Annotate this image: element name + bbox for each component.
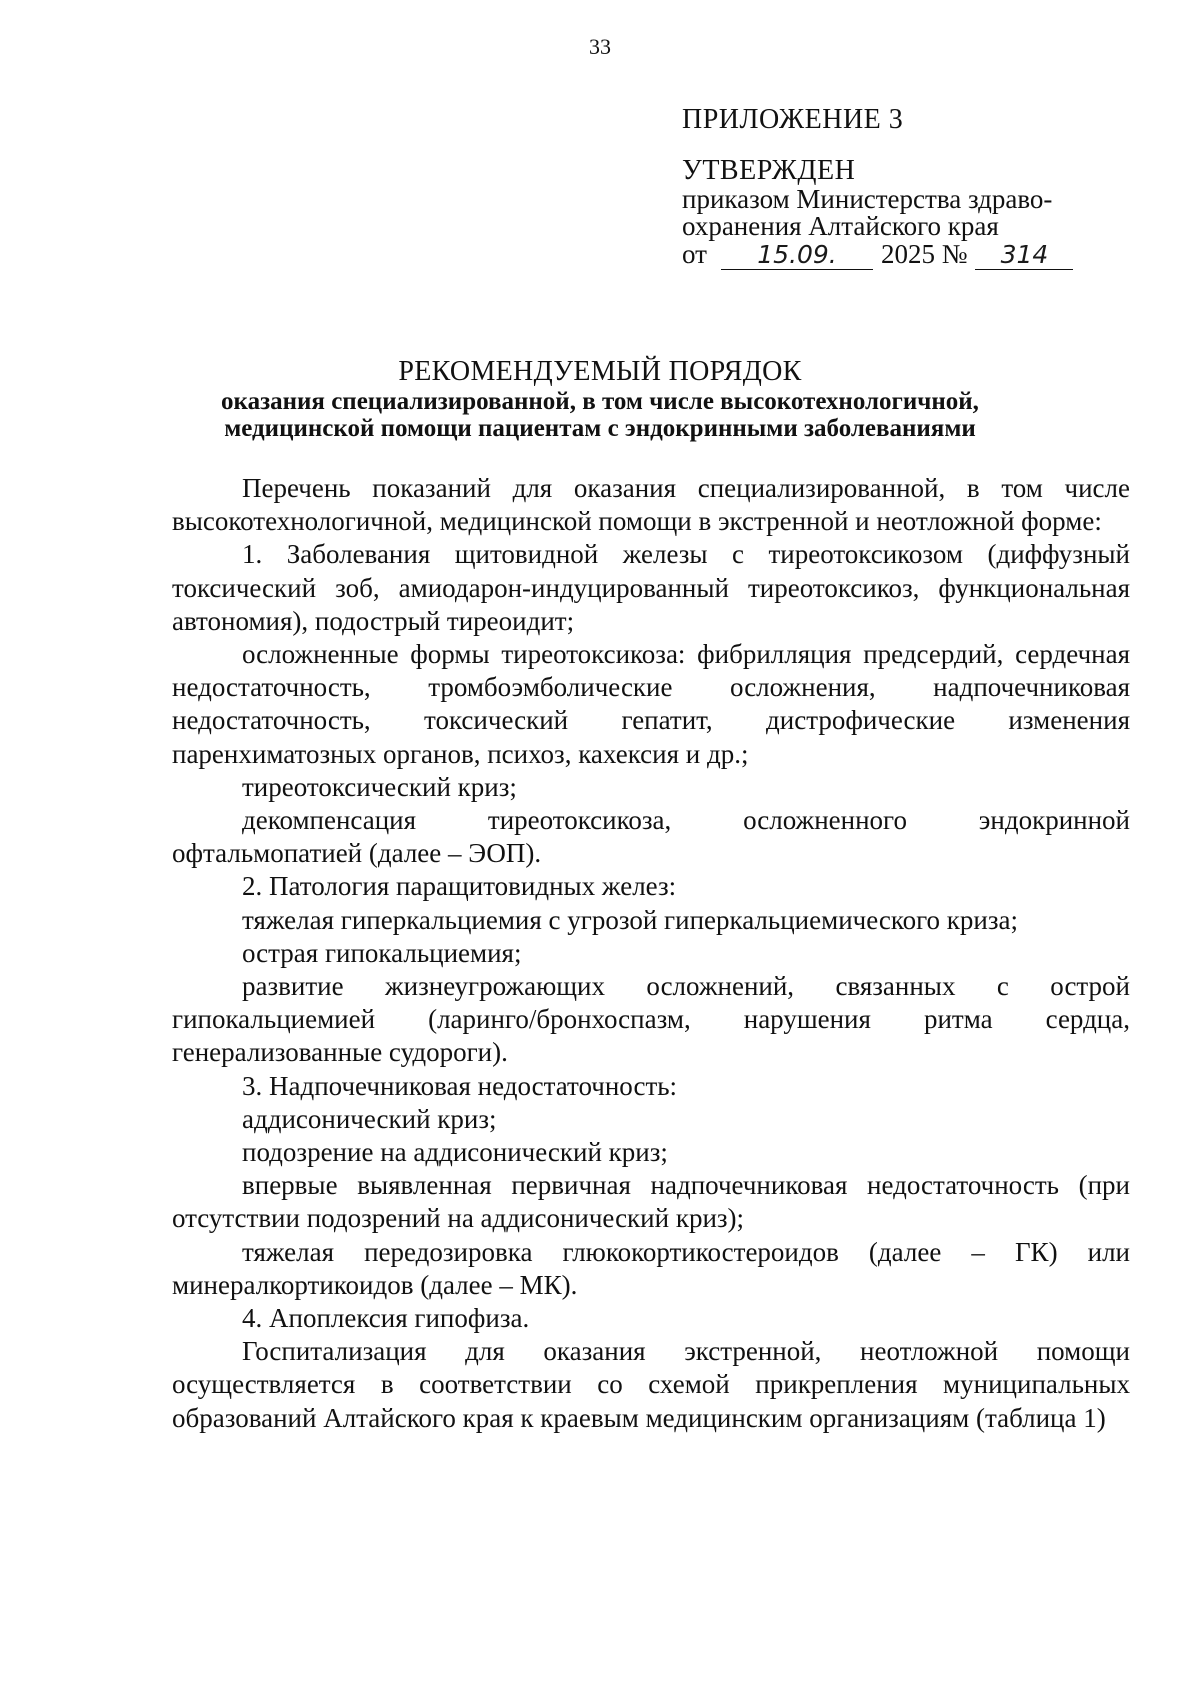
page-number: 33 <box>589 34 611 59</box>
paragraph: Госпитализация для оказания экстренной, неотложной помощи осуществляется в соответствии со схемой прикрепления муниципальных образований Алтайского края к краевым медицинским организациям (таблица 1) <box>172 1336 1130 1433</box>
paragraph: 4. Апоплексия гипофиза. <box>242 1303 530 1334</box>
handwritten-date: 15.09. <box>721 243 873 270</box>
paragraph: острая гипокальциемия; <box>242 937 522 968</box>
paragraph: аддисонический криз; <box>242 1103 497 1134</box>
paragraph: тяжелая гиперкальциемия с угрозой гиперкальциемического криза; <box>242 904 1018 935</box>
year-label: 2025 № <box>880 239 968 269</box>
document-body <box>172 472 1130 1435</box>
paragraph: тяжелая передозировка глюкокортикостероидов (далее – ГК) или минералкортикоидов (далее – МК). <box>172 1236 1130 1300</box>
handwritten-order-number: 314 <box>975 243 1073 270</box>
document-title: РЕКОМЕНДУЕМЫЙ ПОРЯДОК <box>398 356 802 387</box>
paragraph: подозрение на аддисонический криз; <box>242 1137 668 1168</box>
paragraph: 2. Патология паращитовидных желез: <box>242 871 677 902</box>
document-subtitle-line-1: оказания специализированной, в том числе высокотехнологичной, <box>221 388 979 415</box>
order-line-2: охранения Алтайского края <box>682 211 999 241</box>
paragraph: тиреотоксический криз; <box>242 771 517 802</box>
paragraph: декомпенсация тиреотоксикоза, осложненного эндокринной офтальмопатией (далее – ЭОП). <box>172 805 1130 869</box>
document-title-block <box>120 356 1080 442</box>
paragraph: впервые выявленная первичная надпочечниковая недостаточность (при отсутствии подозрений на аддисонический криз); <box>172 1170 1130 1234</box>
paragraph: осложненные формы тиреотоксикоза: фибрилляция предсердий, сердечная недостаточность, тромбоэмболические осложнения, надпочечниковая недостаточность, токсический гепатит, дистрофические изменения паренхиматозных органов, психоз, кахексия и др.; <box>172 639 1130 769</box>
paragraph: Перечень показаний для оказания специализированной, в том числе высокотехнологичной, медицинской помощи в экстренной и неотложной форме: <box>172 473 1130 537</box>
order-date-row <box>682 240 1102 270</box>
document-subtitle-line-2: медицинской помощи пациентам с эндокринными заболеваниями <box>224 415 976 442</box>
from-label: от <box>682 239 707 269</box>
paragraph: 1. Заболевания щитовидной железы с тиреотоксикозом (диффузный токсический зоб, амиодарон-индуцированный тиреотоксикоз, функциональная автономия), подострый тиреоидит; <box>172 539 1130 636</box>
approved-label: УТВЕРЖДЕН <box>682 155 856 186</box>
appendix-label: ПРИЛОЖЕНИЕ 3 <box>682 104 904 135</box>
paragraph: 3. Надпочечниковая недостаточность: <box>242 1070 678 1101</box>
approval-block <box>682 104 1102 270</box>
order-line-1: приказом Министерства здраво- <box>682 184 1053 214</box>
paragraph: развитие жизнеугрожающих осложнений, связанных с острой гипокальциемией (ларинго/бронхоспазм, нарушения ритма сердца, генерализованные судороги). <box>172 971 1130 1068</box>
